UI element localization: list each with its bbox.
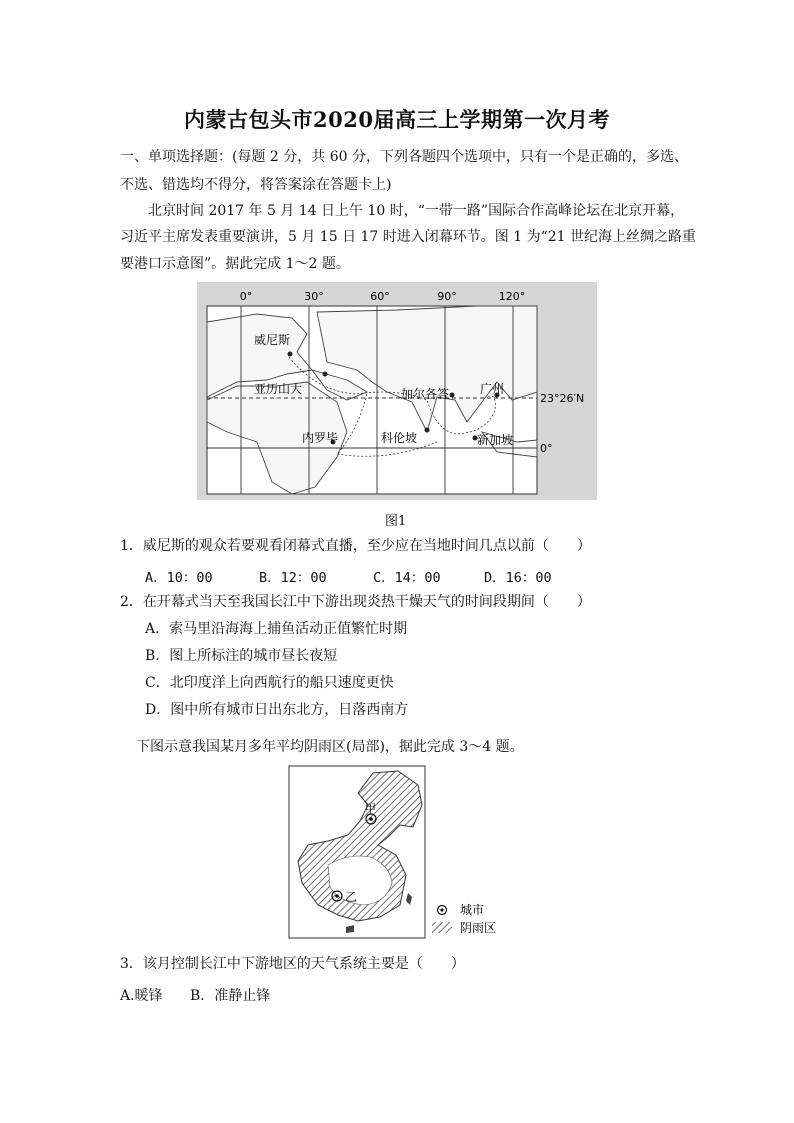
intro1-line2: 习近平主席发表重要演讲，5 月 15 日 17 时进入闭幕环节。图 1 为“21 世纪海上丝绸之路重 (120, 229, 697, 245)
lon-label: 90° (437, 290, 457, 303)
section-heading-line1: 一、单项选择题：(每题 2 分，共 60 分，下列各题四个选项中，只有一个是正确的，多选、 (120, 149, 688, 165)
city-label-jia: 甲 (365, 802, 376, 815)
city-label-kolkata: 加尔各答 (401, 387, 450, 401)
legend-rain-label: 阴雨区 (460, 921, 497, 935)
section-heading-line2: 不选、错选均不得分，将答案涂在答题卡上) (120, 177, 392, 193)
lon-label: 0° (239, 290, 253, 303)
question-1-stem: 1．威尼斯的观众若要观看闭幕式直播，至少应在当地时间几点以前（ ） (120, 538, 591, 554)
city-label-guangzhou: 广州 (480, 382, 505, 396)
question-3-option-b: B．准静止锋 (190, 988, 271, 1004)
question-3-stem: 3．该月控制长江中下游地区的天气系统主要是（ ） (120, 956, 465, 972)
question-3-option-a: A.暖锋 (120, 988, 163, 1004)
city-label-singapore: 新加坡 (477, 433, 514, 447)
question-2-stem: 2．在开幕式当天至我国长江中下游出现炎热干燥天气的时间段期间（ ） (120, 594, 591, 610)
question-2-option-b: B．图上所标注的城市昼长夜短 (145, 648, 338, 664)
city-label-colombo: 科伦坡 (381, 431, 418, 445)
question-2-option-c: C．北印度洋上向西航行的船只速度更快 (145, 675, 394, 691)
question-1-option-b: B．12：00 (259, 570, 327, 586)
lat-label: 23°26′N (540, 392, 585, 405)
question-1-option-a: A．10：00 (145, 570, 213, 586)
lat-label: 0° (540, 442, 553, 455)
city-label-venice: 威尼斯 (254, 333, 291, 347)
intro1-line1: 北京时间 2017 年 5 月 14 日上午 10 时，“一带一路”国际合作高峰论坛在北京开幕， (148, 203, 685, 219)
port-map (197, 282, 597, 500)
figure-caption: 图1 (385, 514, 407, 529)
intro1-line3: 要港口示意图”。据此完成 1～2 题。 (120, 256, 350, 272)
question-2-option-d: D．图中所有城市日出东北方，日落西南方 (145, 702, 409, 718)
city-label-nairobi: 内罗毕 (302, 431, 339, 445)
question-1-option-d: D．16：00 (484, 570, 552, 586)
lon-label: 30° (304, 290, 324, 303)
intro2: 下图示意我国某月多年平均阴雨区(局部)，据此完成 3～4 题。 (136, 739, 524, 755)
legend-rain-icon (432, 922, 452, 933)
lon-label: 60° (370, 290, 390, 303)
question-2-option-a: A．索马里沿海海上捕鱼活动正值繁忙时期 (145, 621, 408, 637)
city-label-alexandria: 亚历山大 (254, 382, 303, 396)
lon-label: 120° (498, 290, 526, 303)
page-title: 内蒙古包头市2020届高三上学期第一次月考 (184, 107, 610, 132)
question-1-option-c: C．14：00 (373, 570, 441, 586)
rain-area-map (288, 765, 510, 941)
legend-city-label: 城市 (460, 903, 485, 917)
city-label-yi: 乙 (345, 890, 358, 904)
